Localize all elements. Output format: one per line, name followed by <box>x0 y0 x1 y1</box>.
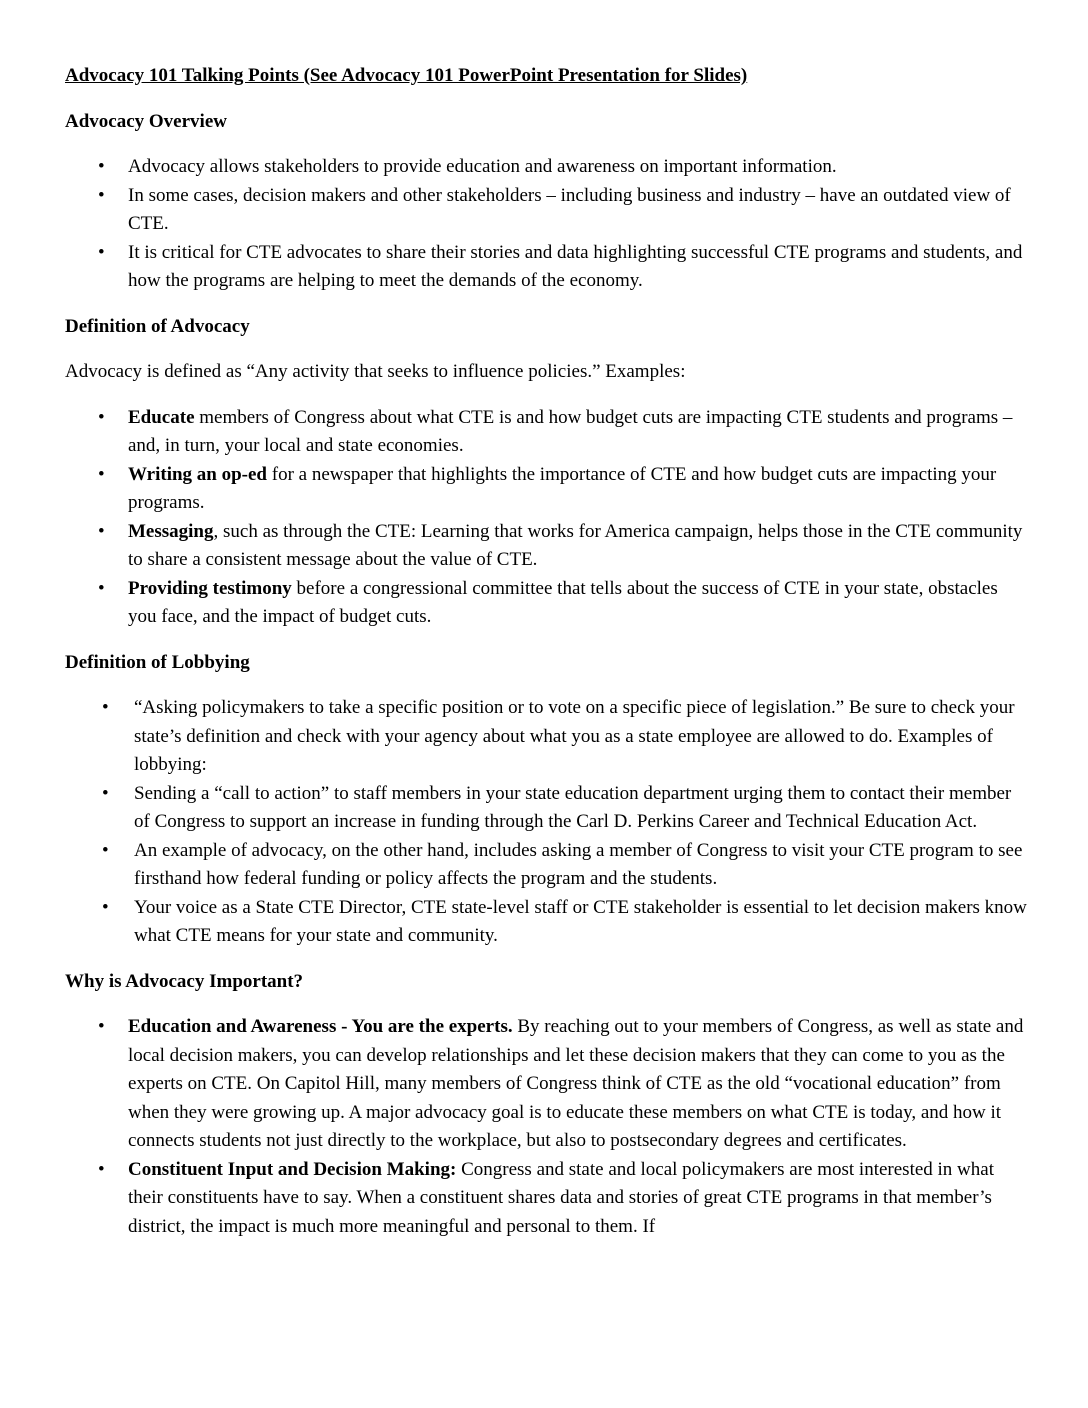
bullet-list-lobbying <box>65 694 1030 951</box>
item-text: “Asking policymakers to take a specific position or to vote on a specific piece of legislation.” Be sure to check your state’s definition and check with your agency about what you as a state employee are allowed to do. Examples of lobbying: <box>134 697 1015 775</box>
list-item <box>65 461 1030 518</box>
bullet-list-advocacy-overview <box>65 153 1030 296</box>
list-item <box>65 153 1030 182</box>
section-heading-advocacy-overview: Advocacy Overview <box>65 110 227 132</box>
list-item <box>65 404 1030 461</box>
item-text: By reaching out to your members of Congress, as well as state and local decision makers, you can develop relationships and let these decision makers that they can come to you as the experts on CTE. On Capitol Hill, many members of Congress think of CTE as the old “vocational education” from when they were growing up. A major advocacy goal is to educate these members on what CTE is today, and how it connects students not just directly to the workplace, but also to postsecondary degrees and certificates. <box>128 1016 1024 1151</box>
list-item <box>65 575 1030 632</box>
item-text: before a congressional committee that tells about the success of CTE in your state, obstacles you face, and the impact of budget cuts. <box>128 577 998 627</box>
item-text: Advocacy allows stakeholders to provide education and awareness on important information. <box>128 156 837 177</box>
item-lead: Education and Awareness - You are the experts. <box>128 1016 513 1037</box>
item-text: for a newspaper that highlights the importance of CTE and how budget cuts are impacting your programs. <box>128 463 997 513</box>
list-item <box>65 1013 1030 1156</box>
item-text: It is critical for CTE advocates to share their stories and data highlighting successful CTE programs and students, and how the programs are helping to meet the demands of the economy. <box>128 241 1023 291</box>
list-item <box>65 1156 1030 1242</box>
list-item <box>65 182 1030 239</box>
item-lead: Constituent Input and Decision Making: <box>128 1158 457 1180</box>
document-title: Advocacy 101 Talking Points (See Advocacy 101 PowerPoint Presentation for Slides) <box>65 65 748 86</box>
list-item <box>65 239 1030 296</box>
list-item <box>65 694 1030 780</box>
document-page <box>65 62 1030 1258</box>
item-lead: Educate <box>128 406 195 428</box>
item-text: Congress and state and local policymakers are most interested in what their constituents have to say. When a constituent shares data and stories of great CTE programs in that member’s district, the impact is much more meaningful and personal to them. If <box>128 1158 994 1237</box>
advocacy-definition-intro: Advocacy is defined as “Any activity that seeks to influence policies.” Examples: <box>65 361 686 382</box>
section-heading-why-is-advocacy-important: Why is Advocacy Important? <box>65 970 304 992</box>
item-lead: Providing testimony <box>128 577 292 599</box>
item-text: Your voice as a State CTE Director, CTE state-level staff or CTE stakeholder is essential to let decision makers know what CTE means for your state and community. <box>134 896 1027 946</box>
item-text: In some cases, decision makers and other stakeholders – including business and industry – have an outdated view of CTE. <box>128 184 1011 234</box>
bullet-list-advocacy-examples <box>65 404 1030 632</box>
list-item <box>65 894 1030 951</box>
item-text: An example of advocacy, on the other hand, includes asking a member of Congress to visit your CTE program to see firsthand how federal funding or policy affects the program and the students. <box>134 839 1023 889</box>
item-text: members of Congress about what CTE is and how budget cuts are impacting CTE students and programs – and, in turn, your local and state economies. <box>128 406 1013 456</box>
list-item <box>65 837 1030 894</box>
section-heading-definition-of-lobbying: Definition of Lobbying <box>65 651 250 673</box>
item-text: , such as through the CTE: Learning that works for America campaign, helps those in the CTE community to share a consistent message about the value of CTE. <box>128 520 1023 570</box>
list-item <box>65 518 1030 575</box>
bullet-list-why-important <box>65 1013 1030 1241</box>
item-text: Sending a “call to action” to staff members in your state education department urging them to contact their member of Congress to support an increase in funding through the Carl D. Perkins Career and Technical Education Act. <box>134 782 1012 832</box>
item-lead: Messaging <box>128 520 214 542</box>
item-lead: Writing an op-ed <box>128 463 268 485</box>
section-heading-definition-of-advocacy: Definition of Advocacy <box>65 315 250 337</box>
list-item <box>65 780 1030 837</box>
